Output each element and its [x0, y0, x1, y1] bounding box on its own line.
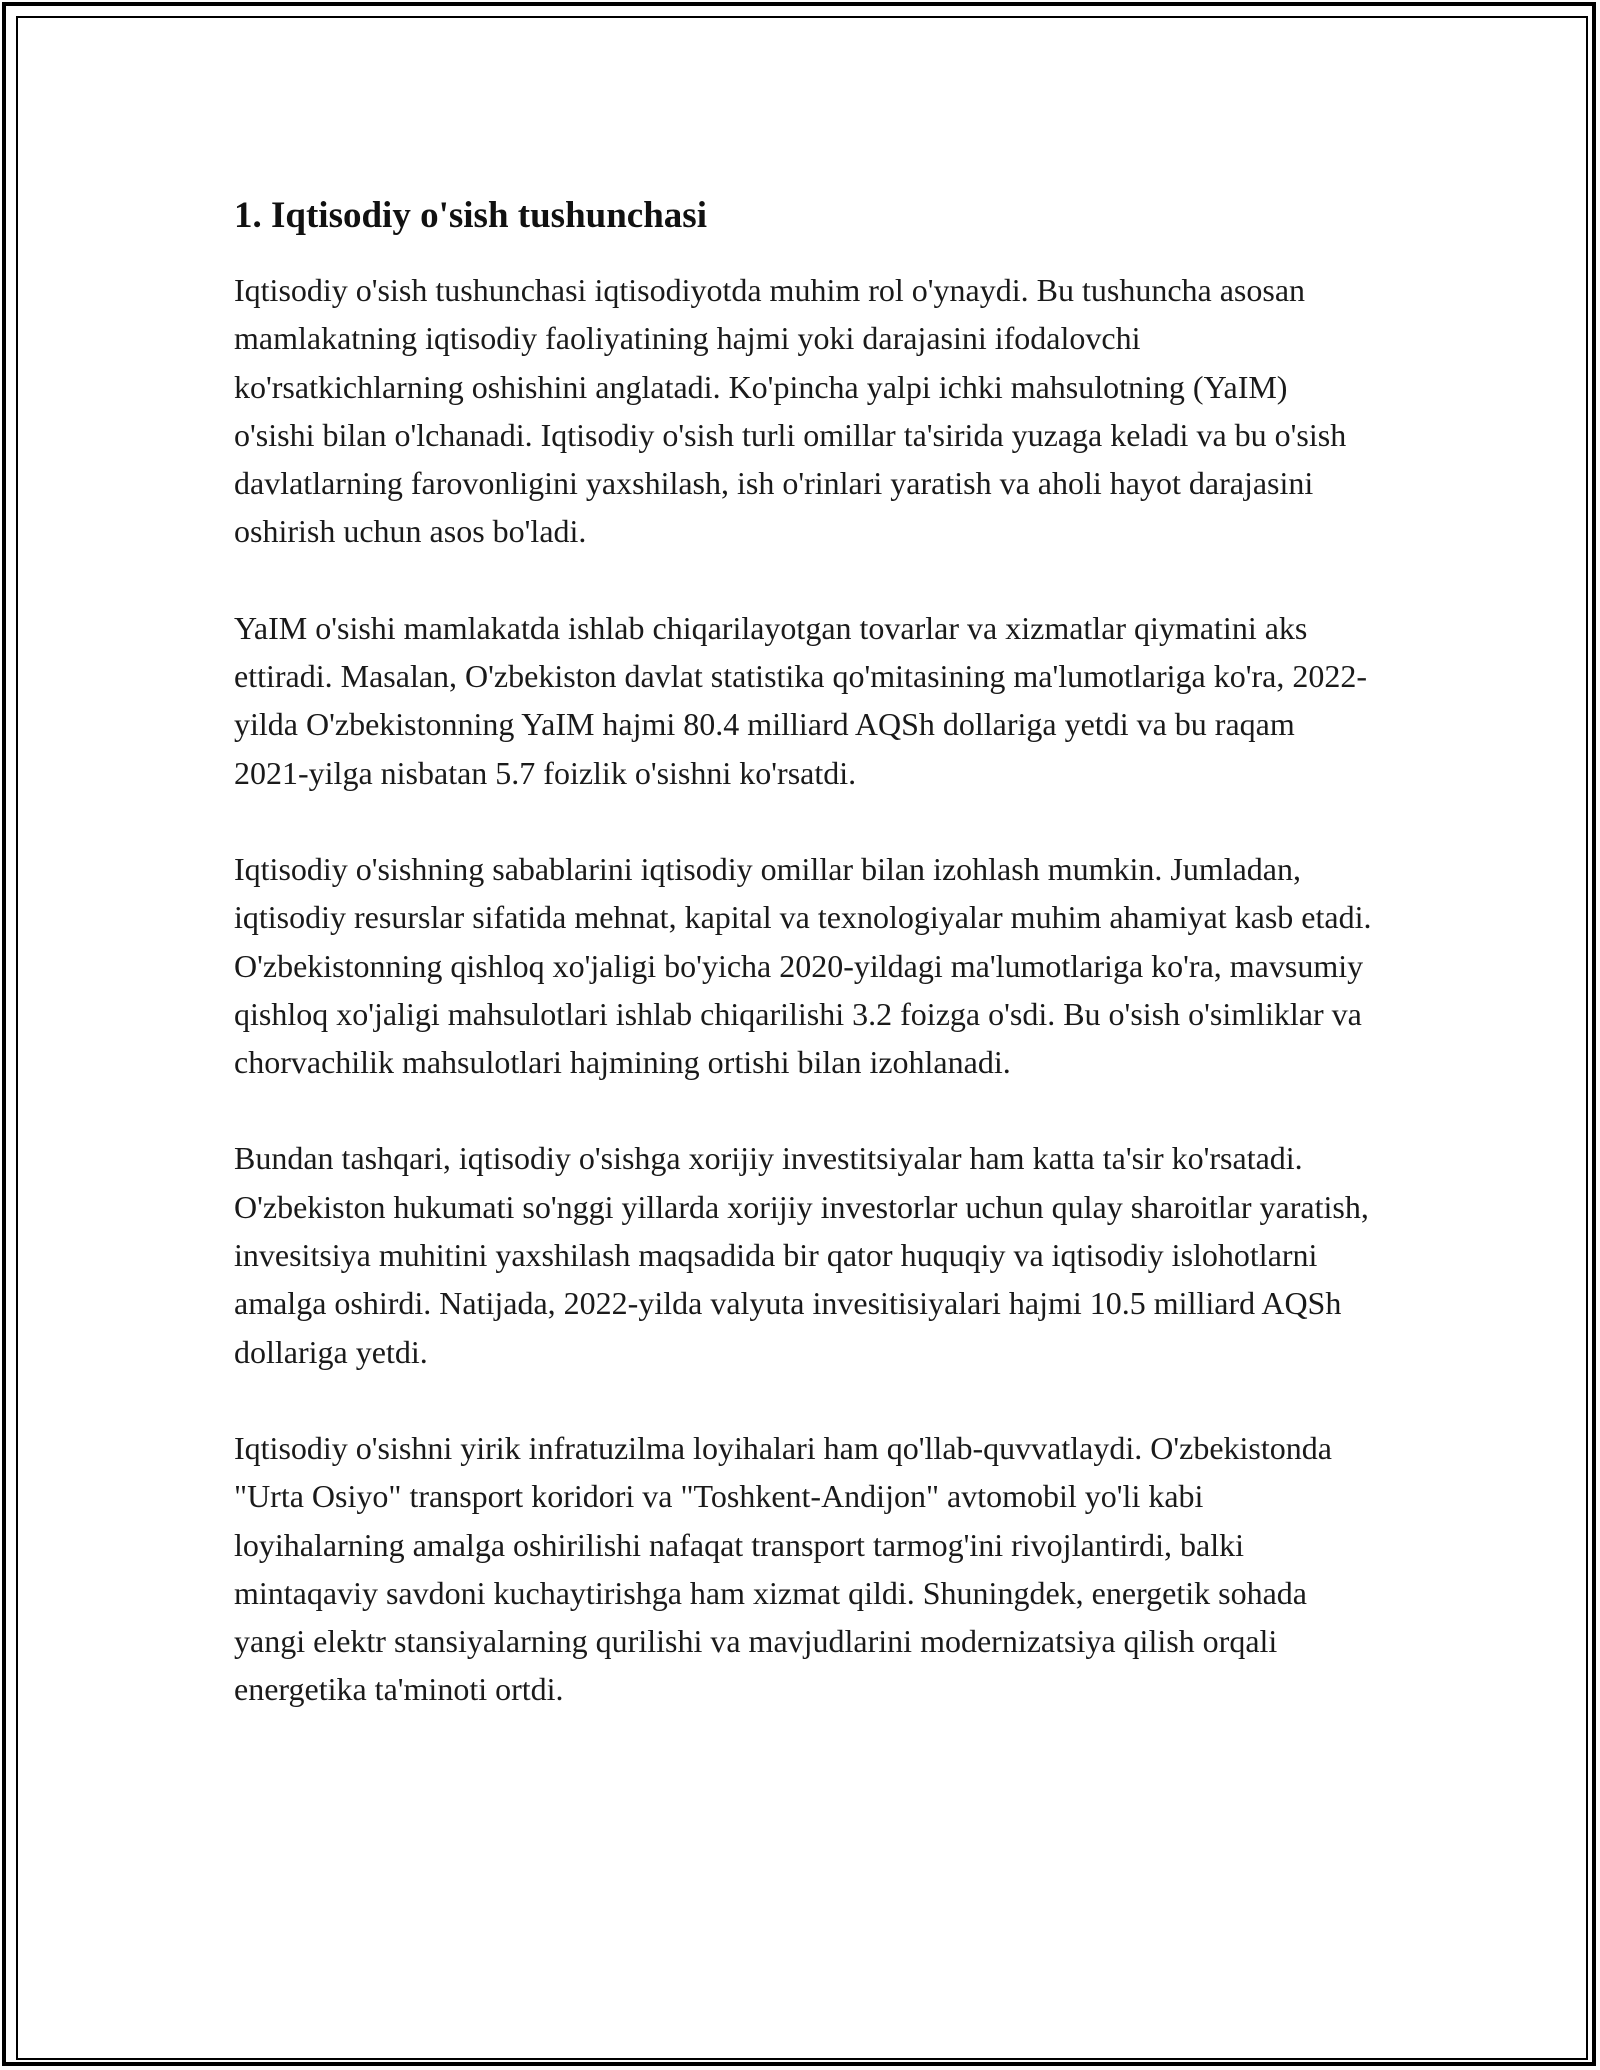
paragraph-5: Iqtisodiy o'sishni yirik infratuzilma loyihalari ham qo'llab-quvvatlaydi. O'zbekistonda "Urta Osiyo" transport koridori va "Toshkent-Andijon" avtomobil yo'li kabi loyihalarning amalga oshirilishi nafaqat transport tarmog'ini rivojlantirdi, balki mintaqaviy savdoni kuchaytirishga ham xizmat qildi. Shuningdek, energetik sohada yangi elektr stansiyalarning qurilishi va mavjudlarini modernizatsiya qilish orqali energetika ta'minoti ortdi.	[234, 1429, 1332, 1708]
section-heading: 1. Iqtisodiy o'sish tushunchasi	[234, 195, 707, 236]
paragraph-3: Iqtisodiy o'sishning sabablarini iqtisodiy omillar bilan izohlash mumkin. Jumladan, iqtisodiy resurslar sifatida mehnat, kapital va texnologiyalar muhim ahamiyat kasb etadi. O'zbekistonning qishloq xo'jaligi bo'yicha 2020-yildagi ma'lumotlariga ko'ra, mavsumiy qishloq xo'jaligi mahsulotlari ishlab chiqarilishi 3.2 foizga o'sdi. Bu o'sish o'simliklar va chorvachilik mahsulotlari hajmining ortishi bilan izohlanadi.	[234, 850, 1372, 1081]
paragraph-2: YaIM o'sishi mamlakatda ishlab chiqarilayotgan tovarlar va xizmatlar qiymatini aks ettiradi. Masalan, O'zbekiston davlat statistika qo'mitasining ma'lumotlariga ko'ra, 2022-yilda O'zbekistonning YaIM hajmi 80.4 milliard AQSh dollariga yetdi va bu raqam 2021-yilga nisbatan 5.7 foizlik o'sishni ko'rsatdi.	[234, 609, 1368, 791]
paragraph-4: Bundan tashqari, iqtisodiy o'sishga xorijiy investitsiyalar ham katta ta'sir ko'rsatadi. O'zbekiston hukumati so'nggi yillarda xorijiy investorlar uchun qulay sharoitlar yaratish, invesitsiya muhitini yaxshilash maqsadida bir qator huquqiy va iqtisodiy islohotlarni amalga oshirdi. Natijada, 2022-yilda valyuta invesitisiyalari hajmi 10.5 milliard AQSh dollariga yetdi.	[234, 1140, 1369, 1370]
paragraph-1: Iqtisodiy o'sish tushunchasi iqtisodiyotda muhim rol o'ynaydi. Bu tushuncha asosan mamlakatning iqtisodiy faoliyatining hajmi yoki darajasini ifodalovchi ko'rsatkichlarning oshishini anglatadi. Ko'pincha yalpi ichki mahsulotning (YaIM) o'sishi bilan o'lchanadi. Iqtisodiy o'sish turli omillar ta'sirida yuzaga keladi va bu o'sish davlatlarning farovonligini yaxshilash, ish o'rinlari yaratish va aholi hayot darajasini oshirish uchun asos bo'ladi.	[234, 272, 1347, 550]
document-body	[234, 188, 1374, 1714]
